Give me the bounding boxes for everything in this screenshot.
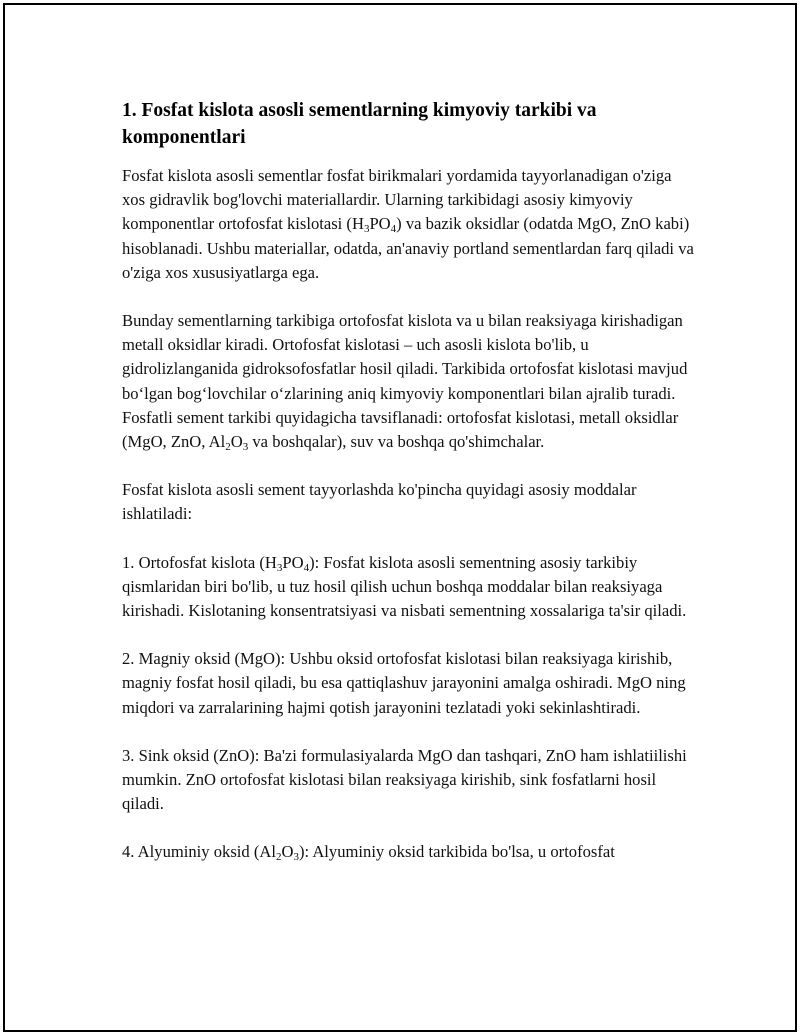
list-item-4-text-b: O: [281, 842, 294, 862]
list-item-orthophosphoric-acid: [122, 551, 697, 624]
paragraph-composition: [122, 309, 697, 454]
document-content: [122, 97, 697, 889]
list-item-4-text-c: ): Alyuminiy oksid tarkibida bo'lsa, u ortofosfat: [298, 842, 615, 862]
section-heading: 1. Fosfat kislota asosli sementlarning kimyoviy tarkibi va komponentlari: [122, 100, 597, 148]
list-item-1-text-c: ): Fosfat kislota asosli sementning asosiy tarkibiy qismlaridan biri bo'lib, u tuz hosil qilish uchun boshqa moddalar bilan reaksiyaga kirishadi. Kislotaning konsentratsiyasi va nisbati sementning xossalariga ta'sir qiladi.: [122, 552, 687, 621]
list-item-magnesium-oxide: 2. Magniy oksid (MgO): Ushbu oksid ortofosfat kislotasi bilan reaksiyaga kirishib, magniy fosfat hosil qiladi, bu esa qattiqlashuv jarayonini amalga oshiradi. MgO ning miqdori va zarralarining hajmi qotish jarayonini tezlatadi yoki sekinlashtiradi.: [122, 649, 686, 717]
subscript-o3: 3: [293, 851, 299, 864]
paragraph-intro-text-c: ) va bazik oksidlar (odatda MgO, ZnO kabi) hisoblanadi. Ushbu materiallar, odatda, an'anaviy portland sementlardan farq qiladi va o'ziga xos xususiyatlarga ega.: [122, 214, 694, 282]
subscript-h3: 3: [363, 223, 370, 236]
paragraph-composition-text-a: Bunday sementlarning tarkibiga ortofosfat kislota va u bilan reaksiyaga kirishadigan metall oksidlar kiradi. Ortofosfat kislotasi – uch asosli kislota bo'lib, u gidrolizlanganida gidroksofosfatlar hosil qiladi. Tarkibida ortofosfat kislotasi mavjud boʻlgan bogʻlovchilar oʻzlarining aniq kimyoviy komponentlari bilan ajralib turadi. Fosfatli sement tarkibi quyidagicha tavsiflanadi: ortofosfat kislotasi, metall oksidlar (MgO, ZnO, Al: [122, 311, 688, 452]
list-item-1-text-a: 1. Ortofosfat kislota (H: [122, 552, 277, 572]
subscript-po4: 4: [390, 223, 397, 236]
paragraph-intro-text-a: Fosfat kislota asosli sementlar fosfat birikmalari yordamida tayyorlanadigan o'ziga xos gidravlik bog'lovchi materiallardir. Ularning tarkibidagi asosiy kimyoviy komponentlar ortofosfat kislotasi (H: [122, 166, 672, 234]
subscript-al2: 2: [275, 851, 282, 864]
list-item-aluminium-oxide: [122, 840, 697, 864]
subscript-h3: 3: [276, 561, 283, 574]
subscript-al2: 2: [225, 441, 231, 454]
paragraph-composition-text-b: O: [230, 432, 243, 452]
paragraph-materials-intro: Fosfat kislota asosli sement tayyorlashda ko'pincha quyidagi asosiy moddalar ishlatiladi:: [122, 480, 637, 524]
document-page: [3, 3, 797, 1032]
subscript-o3: 3: [242, 441, 249, 454]
paragraph-composition-text-c: va boshqalar), suv va boshqa qo'shimchalar.: [248, 432, 545, 452]
paragraph-intro-text-b: PO: [369, 214, 391, 234]
list-item-1-text-b: PO: [282, 552, 304, 572]
subscript-po4: 4: [303, 561, 310, 574]
list-item-zinc-oxide: 3. Sink oksid (ZnO): Ba'zi formulasiyalarda MgO dan tashqari, ZnO ham ishlatiilishi mumkin. ZnO ortofosfat kislotasi bilan reaksiyaga kirishib, sink fosfatlarni hosil qiladi.: [122, 745, 687, 814]
paragraph-intro: [122, 164, 697, 285]
list-item-4-text-a: 4. Alyuminiy oksid (Al: [122, 842, 276, 862]
